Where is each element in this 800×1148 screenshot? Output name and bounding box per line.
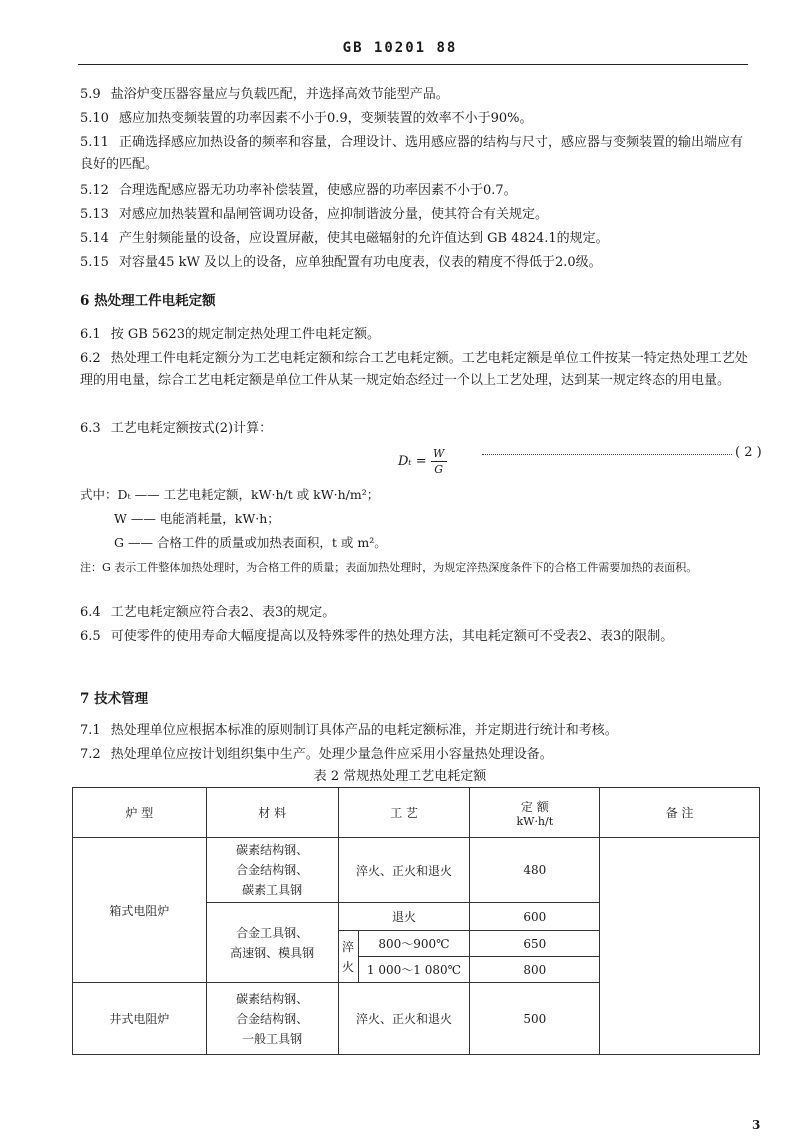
quota-1: 480: [470, 838, 600, 903]
material-box-1: 碳素结构钢、 合金结构钢、 碳素工具钢: [206, 838, 338, 903]
where-line-3: G —— 合格工件的质量或加热表面积，t 或 m²。: [114, 535, 387, 550]
page-header: GB 10201 88: [342, 40, 458, 56]
section-6-heading: 6 热处理工件电耗定额: [80, 293, 216, 309]
table-caption: 表 2 常规热处理工艺电耗定额: [313, 769, 487, 784]
section-7-heading: 7 技术管理: [80, 691, 149, 707]
formula-denominator: G: [434, 463, 444, 476]
process-pit: 淬火、正火和退火: [338, 983, 470, 1055]
paragraph-5-10: 5.10 感应加热变频装置的功率因素不小于0.9，变频装置的效率不小于90%。: [80, 111, 533, 126]
paragraph-5-13: 5.13 对感应加热装置和晶闸管调功设备，应抑制谐波分量，使其符合有关规定。: [80, 207, 548, 222]
process-quench-label: 淬 火: [338, 931, 358, 983]
paragraph-6-1: 6.1 按 GB 5623的规定制定热处理工件电耗定额。: [80, 327, 380, 342]
furnace-pit: 井式电阻炉: [73, 983, 207, 1055]
paragraph-6-3: 6.3 工艺电耗定额按式(2)计算：: [80, 421, 273, 436]
header-process: 工 艺: [338, 788, 470, 838]
quota-5: 500: [470, 983, 600, 1055]
paragraph-5-11: 5.11 正确选择感应加热设备的频率和容量，合理设计、选用感应器的结构与尺寸，感应器与变频装置的输出端应有良好的匹配。: [80, 135, 743, 172]
header-remark: 备 注: [600, 788, 760, 838]
page-number: 3: [752, 1118, 761, 1132]
equation-number: ( 2 ): [735, 445, 762, 460]
paragraph-7-2: 7.2 热处理单位应按计划组织集中生产。处理少量急件应采用小容量热处理设备。: [80, 747, 553, 762]
formula-lhs: Dₜ =: [398, 454, 427, 469]
paragraph-5-9: 5.9 盐浴炉变压器容量应与负载匹配，并选择高效节能型产品。: [80, 87, 449, 102]
quota-4: 800: [470, 957, 600, 983]
quota-3: 650: [470, 931, 600, 957]
formula: [398, 447, 447, 476]
paragraph-5-14: 5.14 产生射频能量的设备，应设置屏蔽，使其电磁辐射的允许值达到 GB 4824.1的规定。: [80, 231, 609, 246]
furnace-box: 箱式电阻炉: [73, 838, 207, 983]
process-temp-2: 1 000～1 080℃: [358, 957, 470, 983]
paragraph-6-5: 6.5 可使零件的使用寿命大幅度提高以及特殊零件的热处理方法，其电耗定额可不受表2、表3的限制。: [80, 629, 674, 644]
material-box-2: 合金工具钢、 高速钢、模具钢: [206, 903, 338, 983]
table-2: [72, 787, 760, 1055]
paragraph-6-2: 6.2 热处理工件电耗定额分为工艺电耗定额和综合工艺电耗定额。工艺电耗定额是单位工件按某一特定热处理工艺处理的用电量，综合工艺电耗定额是单位工件从某一规定始态经过一个以上工艺处理，达到某一规定终态的用电量。: [80, 351, 748, 388]
paragraph-5-15: 5.15 对容量45 kW 及以上的设备，应单独配置有功电度表，仪表的精度不得低于2.0级。: [80, 255, 602, 270]
formula-fraction: [431, 447, 447, 476]
header-furnace: 炉 型: [73, 788, 207, 838]
formula-numerator: W: [433, 447, 445, 460]
remark-cell: [600, 838, 760, 1055]
header-rule: [78, 64, 748, 65]
process-anneal: 退火: [338, 903, 470, 931]
paragraph-6-4: 6.4 工艺电耗定额应符合表2、表3的规定。: [80, 605, 336, 620]
fraction-bar: [431, 461, 447, 462]
process-1: 淬火、正火和退火: [338, 838, 470, 903]
paragraph-7-1: 7.1 热处理单位应根据本标准的原则制订具体产品的电耗定额标准，并定期进行统计和考核。: [80, 723, 618, 738]
header-material: 材 料: [206, 788, 338, 838]
where-line-2: W —— 电能消耗量，kW·h；: [114, 511, 280, 526]
note: 注：G 表示工件整体加热处理时，为合格工件的质量；表面加热处理时，为规定淬热深度条件下的合格工件需要加热的表面积。: [80, 561, 698, 574]
paragraph-5-12: 5.12 合理选配感应器无功功率补偿装置，使感应器的功率因素不小于0.7。: [80, 183, 517, 198]
where-line-1: 式中：Dₜ —— 工艺电耗定额，kW·h/t 或 kW·h/m²；: [80, 487, 380, 502]
material-pit: 碳素结构钢、 合金结构钢、 一般工具钢: [206, 983, 338, 1055]
header-quota: 定 额 kW·h/t: [470, 788, 600, 838]
formula-leader-dots: [482, 454, 732, 455]
quota-2: 600: [470, 903, 600, 931]
process-temp-1: 800～900℃: [358, 931, 470, 957]
